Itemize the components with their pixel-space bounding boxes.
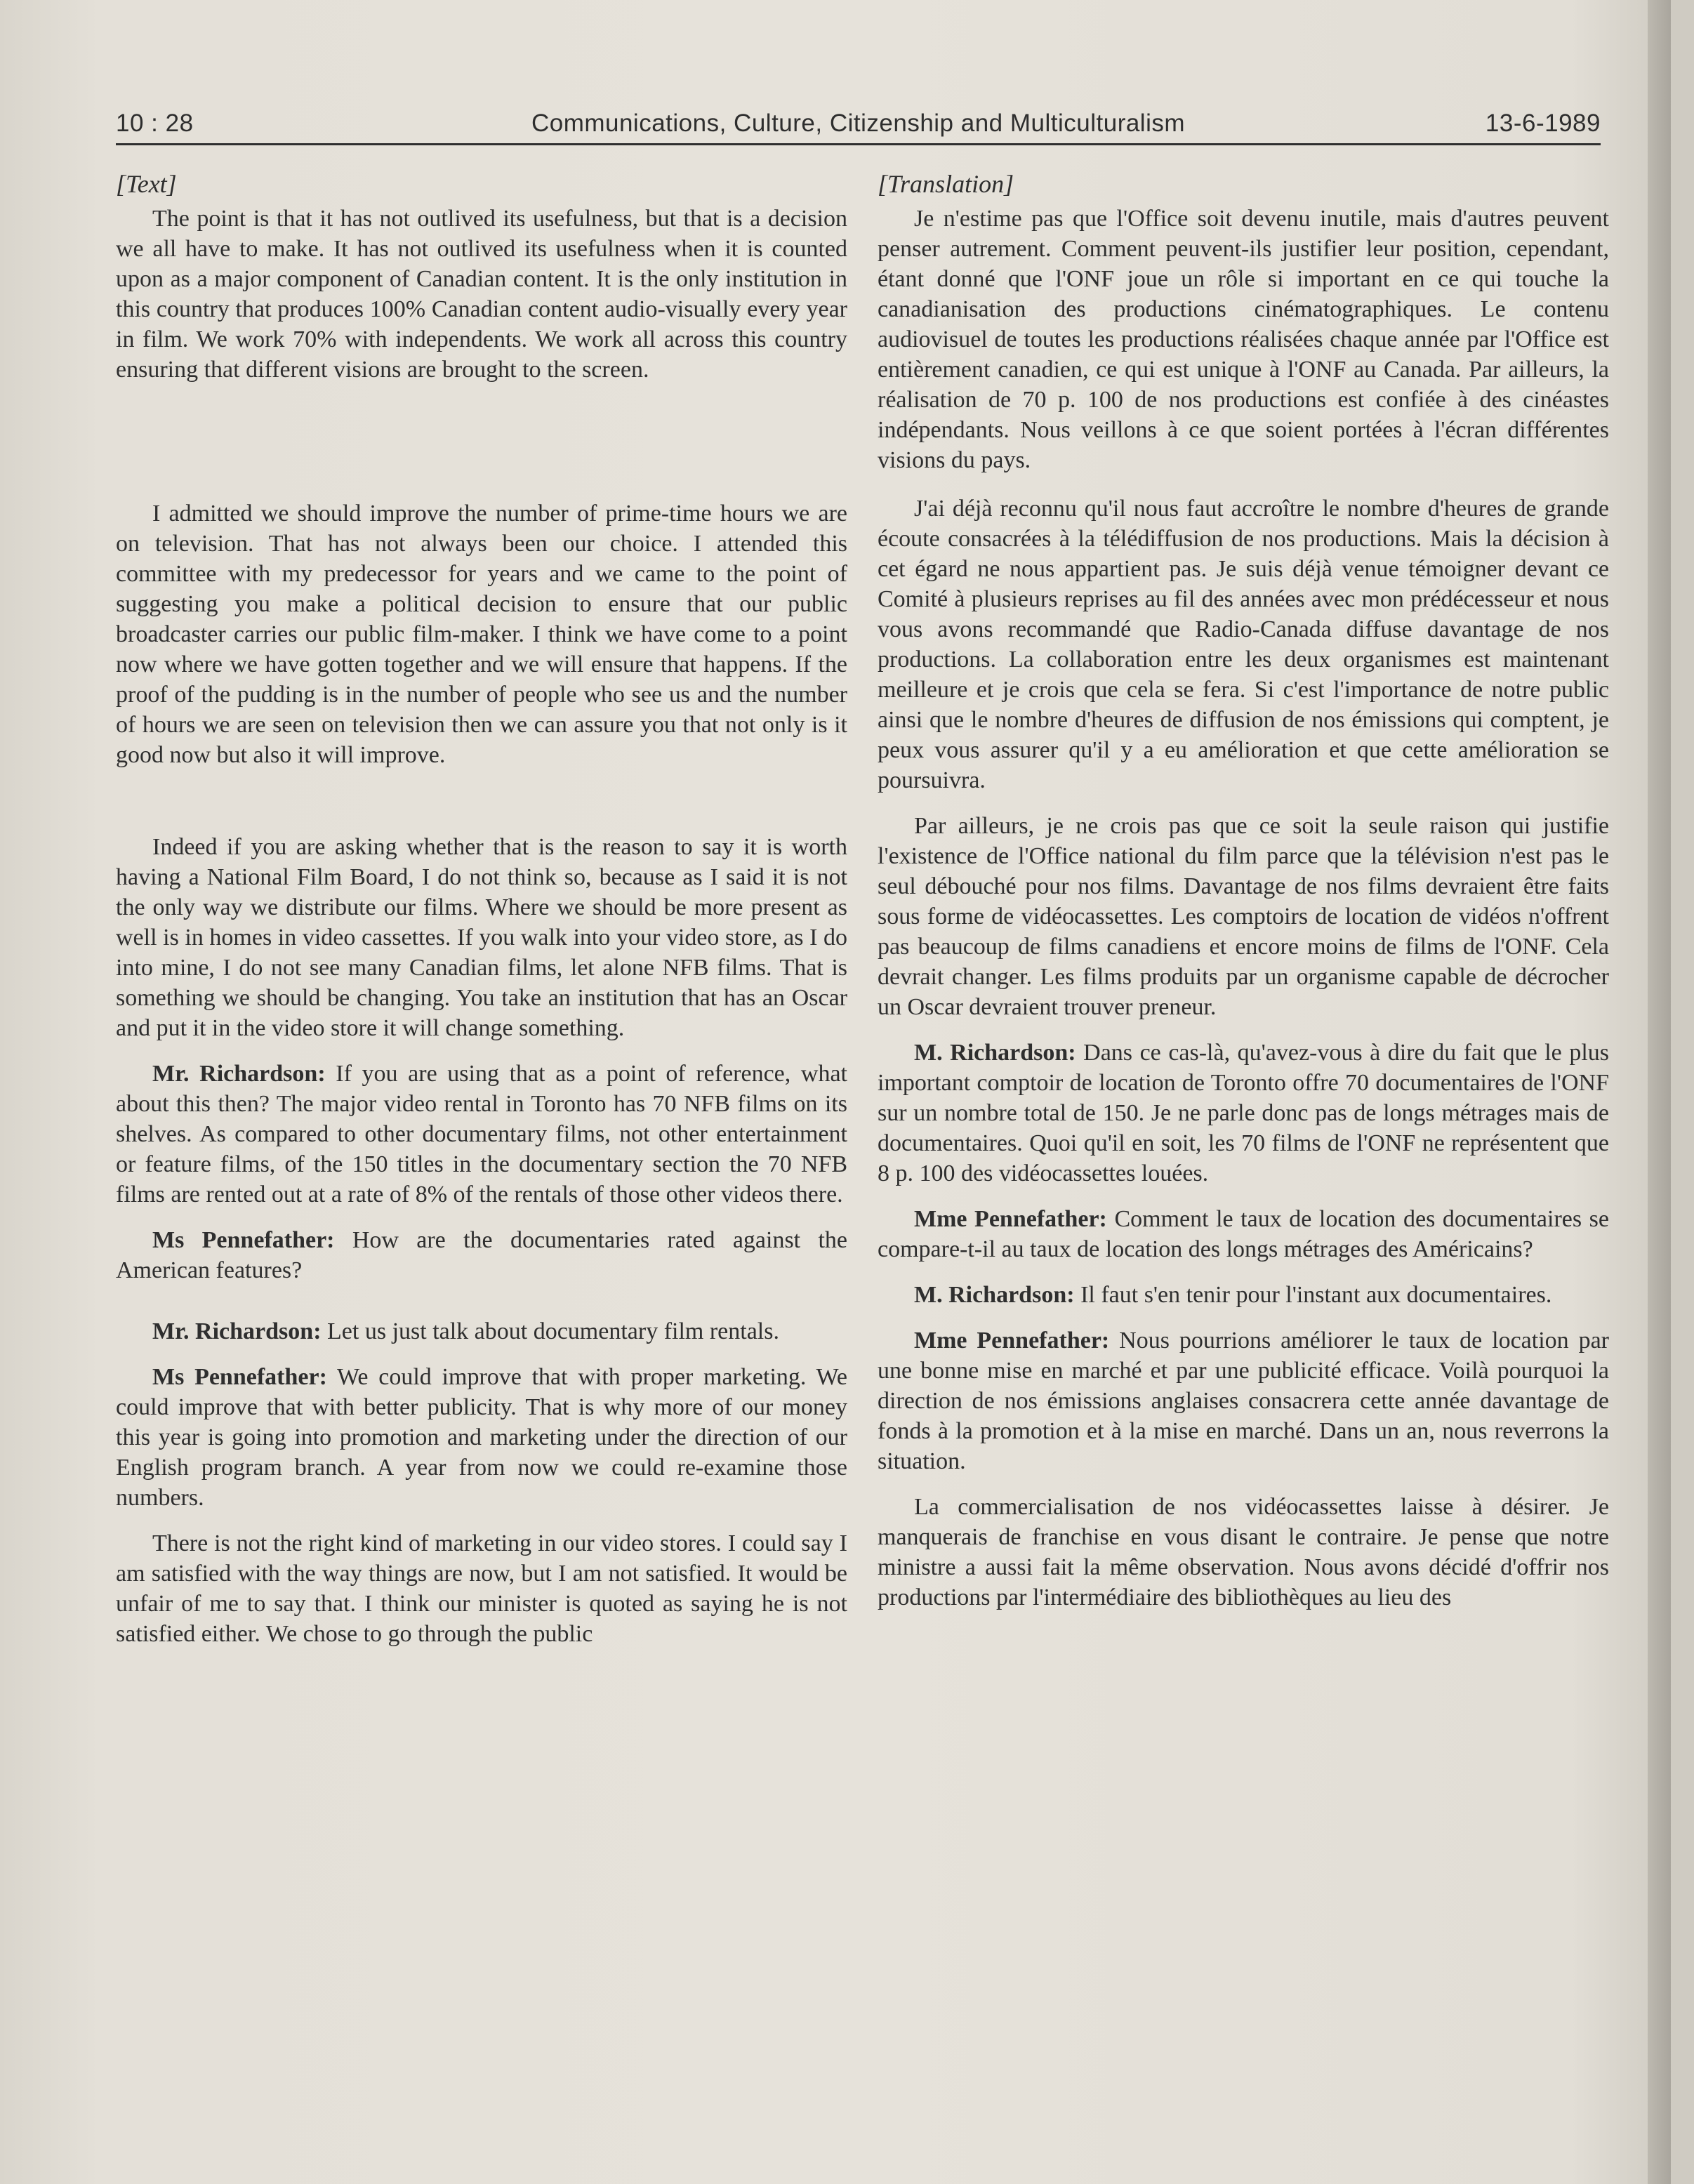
translation-label: [Translation] bbox=[878, 170, 1014, 198]
paragraph: Mr. Richardson: If you are using that as a point of reference, what about this then? The major video rental in Toronto has 70 NFB films on its shelves. As compared to other documentary films, not other entertainment or feature films, of the 150 titles in the documentary section the 70 NFB films are rented out at a rate of 8% of the rentals of those other videos there. bbox=[116, 1061, 847, 1207]
speaker-name: Mr. Richardson: bbox=[152, 1318, 322, 1344]
paragraph: I admitted we should improve the number of prime-time hours we are on television. That has not always been our choice. I attended this committee with my predecessor for years and we came to the point of suggesting you make a political decision to ensure that our public broadcaster carries our public film-maker. I think we have come to a point now where we have gotten together and we will ensure that happens. If the proof of the pudding is in the number of people who see us and the number of hours we are seen on television then we can assure you that not only is it good now but also it will improve. bbox=[116, 501, 847, 768]
paragraph: Indeed if you are asking whether that is the reason to say it is worth having a National Film Board, I do not think so, because as I said it is not the only way we distribute our films. Where we should be more present as well is in homes in video cassettes. If you walk into your video store, as I do into mine, I do not see many Canadian films, let alone NFB films. That is something we should be changing. You take an institution that has an Oscar and put it in the video store it will change something. bbox=[116, 834, 847, 1041]
running-header bbox=[116, 107, 1601, 145]
paragraph: Mme Pennefather: Comment le taux de location des documentaires se compare-t-il au taux de location des longs métrages des Américains? bbox=[878, 1206, 1609, 1262]
paragraph: La commercialisation de nos vidéocassettes laisse à désirer. Je manquerais de franchise en vous disant le contraire. Je pense que notre ministre a aussi fait la même observation. Nous avons décidé d'offrir nos productions par l'intermédiaire des bibliothèques au lieu des bbox=[878, 1494, 1609, 1610]
paragraph: Mme Pennefather: Nous pourrions améliorer le taux de location par une bonne mise en marché et par une publicité efficace. Voilà pourquoi la direction de nos émissions anglaises consacrera cette année davantage de fonds à la promotion et à la mise en marché. Dans un an, nous reverrons la situation. bbox=[878, 1328, 1609, 1474]
speaker-name: Mme Pennefather: bbox=[914, 1206, 1107, 1232]
french-column bbox=[878, 168, 1609, 1613]
publication-title: Communications, Culture, Citizenship and Multiculturalism bbox=[531, 110, 1186, 137]
paragraph: M. Richardson: Il faut s'en tenir pour l'instant aux documentaires. bbox=[914, 1282, 1552, 1308]
page-edge bbox=[1648, 0, 1671, 2184]
page-number: 10 : 28 bbox=[116, 110, 194, 137]
speaker-name: Ms Pennefather: bbox=[152, 1364, 327, 1390]
speaker-name: M. Richardson: bbox=[914, 1040, 1076, 1066]
paragraph: J'ai déjà reconnu qu'il nous faut accroître le nombre d'heures de grande écoute consacrées à la télédiffusion de nos productions. Mais la décision à cet égard ne nous appartient pas. Je suis déjà venue témoigner devant ce Comité à plusieurs reprises au fil des années avec mon prédécesseur et nous vous avons recommandé que Radio-Canada diffuse davantage de nos productions. La collaboration entre les deux organismes est maintenant meilleure et je crois que cela se fera. Si c'est l'importance de notre public ainsi que le nombre d'heures de diffusion de nos émissions qui comptent, je peux vous assurer qu'il y a eu amélioration et que cette amélioration se poursuivra. bbox=[878, 496, 1609, 793]
text-label: [Text] bbox=[116, 170, 177, 198]
header-date: 13-6-1989 bbox=[1485, 110, 1601, 137]
paragraph: Ms Pennefather: How are the documentaries rated against the American features? bbox=[116, 1227, 847, 1283]
speaker-name: Mr. Richardson: bbox=[152, 1061, 326, 1087]
paragraph: Par ailleurs, je ne crois pas que ce soit la seule raison qui justifie l'existence de l'Office national du film parce que la télévision n'est pas le seul débouché pour nos films. Davantage de nos films devraient être faits sous forme de vidéocassettes. Les comptoirs de location de vidéos n'offrent pas beaucoup de films canadiens et encore moins de films de l'ONF. Cela devrait changer. Les films produits par un organisme capable de décrocher un Oscar devraient trouver preneur. bbox=[878, 813, 1609, 1020]
paragraph: Mr. Richardson: Let us just talk about documentary film rentals. bbox=[152, 1318, 779, 1344]
paragraph: There is not the right kind of marketing in our video stores. I could say I am satisfied with the way things are now, but I am not satisfied. It would be unfair of me to say that. I think our minister is quoted as saying he is not satisfied either. We chose to go through the public bbox=[116, 1530, 847, 1647]
paragraph: The point is that it has not outlived its usefulness, but that is a decision we all have to make. It has not outlived its usefulness when it is counted upon as a major component of Canadian content. It is the only institution in this country that produces 100% Canadian content audio-visually every year in film. We work 70% with independents. We work all across this country ensuring that different visions are brought to the screen. bbox=[116, 206, 847, 383]
paragraph: Ms Pennefather: We could improve that with proper marketing. We could improve that with better publicity. That is why more of our money this year is going into promotion and marketing under the direction of our English program branch. A year from now we could re-examine those numbers. bbox=[116, 1364, 847, 1511]
speaker-name: Ms Pennefather: bbox=[152, 1227, 335, 1253]
paragraph: M. Richardson: Dans ce cas-là, qu'avez-vous à dire du fait que le plus important comptoir de location de Toronto offre 70 documentaires de l'ONF sur un nombre total de 150. Je ne parle donc pas de longs métrages mais de documentaires. Quoi qu'il en soit, les 70 films de l'ONF ne représentent que 8 p. 100 des vidéocassettes louées. bbox=[878, 1040, 1609, 1186]
speaker-name: M. Richardson: bbox=[914, 1282, 1075, 1308]
paragraph: Je n'estime pas que l'Office soit devenu inutile, mais d'autres peuvent penser autrement. Comment peuvent-ils justifier leur position, cependant, étant donné que l'ONF joue un rôle si important en ce qui touche la canadianisation des productions cinématographiques. Le contenu audiovisuel de toutes les productions réalisées chaque année par l'Office est entièrement canadien, ce qui est unique à l'ONF au Canada. Par ailleurs, la réalisation de 70 p. 100 de nos productions est confiée à des cinéastes indépendants. Nous veillons à ce que soient portées à l'écran différentes visions du pays. bbox=[878, 206, 1609, 473]
english-column bbox=[116, 168, 847, 1649]
speaker-name: Mme Pennefather: bbox=[914, 1328, 1110, 1354]
